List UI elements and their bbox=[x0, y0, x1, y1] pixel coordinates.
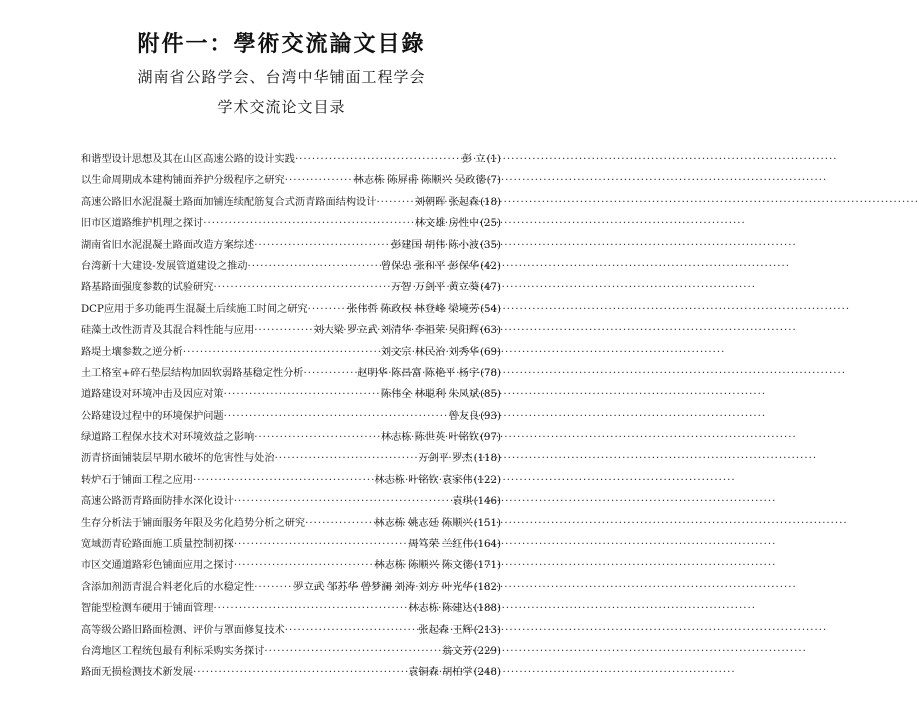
toc-entry bbox=[81, 534, 501, 555]
toc-entry bbox=[81, 170, 501, 191]
toc-entry-title: 路堤土壤参数之逆分析 bbox=[81, 346, 183, 358]
toc-entry-page: (47) bbox=[480, 282, 501, 294]
toc-entry-page: (25) bbox=[480, 218, 501, 230]
toc-leader-dots bbox=[254, 235, 389, 256]
toc-entry-page: (182) bbox=[473, 581, 501, 593]
toc-entry-authors: 陈伟全 林聪利 朱凤斌 bbox=[380, 389, 480, 401]
toc-entry-page: (164) bbox=[473, 539, 501, 551]
toc-entry-page: (7) bbox=[486, 175, 501, 187]
document-title: 附件一：學術交流論文目錄 bbox=[137, 31, 426, 57]
toc-leader-dots bbox=[224, 406, 447, 427]
toc-entry-authors: 林志栋 姚志廷 陈顺兴 bbox=[374, 517, 473, 529]
toc-leader-dots bbox=[275, 448, 417, 469]
toc-entry-page: (188) bbox=[473, 603, 501, 615]
toc-entry-page: (42) bbox=[480, 260, 501, 272]
toc-entry-title: 硅藻土改性沥青及其混合料性能与应用 bbox=[81, 325, 255, 337]
toc-entry-page: (97) bbox=[480, 432, 501, 444]
toc-leader-dots bbox=[254, 320, 311, 341]
toc-entry-authors: 罗立武 邹苏华 曾梦澜 刘涛 刘方 叶光华 bbox=[293, 581, 473, 593]
toc-entry-page: (229) bbox=[473, 645, 501, 657]
toc-entry-authors: 曾友良 bbox=[448, 410, 480, 422]
toc-entry bbox=[81, 320, 501, 341]
toc-entry-page: (63) bbox=[480, 325, 501, 337]
toc-leader-dots bbox=[285, 170, 352, 191]
toc-entry-authors: 万剑平 罗杰 bbox=[418, 453, 473, 465]
toc-leader-dots bbox=[213, 277, 389, 298]
toc-entry-authors: 曾保忠 张和平 彭保华 bbox=[380, 260, 480, 272]
toc-entry bbox=[81, 256, 501, 277]
toc-entry-page: (35) bbox=[480, 239, 501, 251]
toc-leader-dots bbox=[308, 299, 346, 320]
toc-entry-authors: 林志栋 陈顺兴 陈文德 bbox=[374, 560, 473, 572]
toc-entry-title: 以生命周期成本建构铺面养护分级程序之研究 bbox=[81, 175, 285, 187]
toc-entry-authors: 林志栋 陈屏甫 陈顺兴 吴政德 bbox=[353, 175, 486, 187]
toc-entry bbox=[81, 363, 501, 384]
toc-entry-title: 智能型检测车硬用于铺面管理 bbox=[81, 603, 214, 615]
toc-entry-title: 生存分析法于铺面服务年限及劣化趋势分析之研究 bbox=[81, 517, 306, 529]
toc-entry bbox=[81, 513, 501, 534]
toc-entry bbox=[81, 577, 501, 598]
toc-leader-dots bbox=[183, 342, 379, 363]
toc-entry bbox=[81, 641, 501, 662]
toc-entry-title: 绿道路工程保水技术对环境效益之影响 bbox=[81, 432, 255, 444]
toc-entry-authors: 袁铜森 胡柏学 bbox=[408, 667, 473, 679]
toc-entry bbox=[81, 235, 501, 256]
toc-leader-dots bbox=[285, 620, 417, 641]
toc-leader-dots bbox=[295, 149, 460, 170]
toc-entry-page: (118) bbox=[473, 453, 501, 465]
toc-entry-title: 含添加剂沥青混合料老化后的水稳定性 bbox=[81, 581, 255, 593]
toc-entry-page: (171) bbox=[473, 560, 501, 572]
toc-entry-title: DCP应用于多功能再生混凝土后续施工时间之研究 bbox=[81, 303, 308, 315]
toc-leader-dots bbox=[247, 256, 378, 277]
toc-entry-authors: 刘大梁 罗立武 刘清华 李祖荣 吴阳辉 bbox=[313, 325, 480, 337]
toc-entry-title: 土工格室+碎石垫层结构加固软弱路基稳定性分析 bbox=[81, 367, 304, 379]
toc-leader-dots bbox=[264, 641, 440, 662]
toc-leader-dots bbox=[234, 534, 406, 555]
toc-entry-page: (54) bbox=[480, 303, 501, 315]
toc-entry-page: (1) bbox=[486, 154, 501, 165]
toc-leader-dots bbox=[254, 427, 379, 448]
toc-entry-page: (85) bbox=[480, 389, 501, 401]
toc-entry bbox=[81, 620, 501, 641]
toc-entry bbox=[81, 149, 501, 170]
toc-leader-dots bbox=[213, 598, 406, 619]
toc-leader-dots bbox=[254, 577, 291, 598]
toc-entry-authors: 袁琪 bbox=[452, 496, 473, 508]
toc-entry-authors: 翁文芳 bbox=[442, 645, 473, 657]
toc-entry-title: 沥青挤面铺装层早期水破坏的危害性与处治 bbox=[81, 453, 275, 465]
toc-entry-authors: 林志栋 陈世英 叶铭钦 bbox=[380, 432, 480, 444]
toc-entry-title: 台湾新十大建设-发展管道建设之推动 bbox=[81, 260, 248, 272]
toc-entry-authors: 万智 万剑平 黄立葵 bbox=[391, 282, 480, 294]
toc-entry-page: (213) bbox=[473, 624, 501, 636]
toc-entry-authors: 林志栋 陈建达 bbox=[408, 603, 473, 615]
toc-entry bbox=[81, 555, 501, 576]
toc-entry bbox=[81, 342, 501, 363]
toc-entry-title: 台湾地区工程统包最有利标采购实务探讨 bbox=[81, 645, 265, 657]
toc-entry-authors: 周笃荣 兰红伟 bbox=[408, 539, 473, 551]
toc-entry-title: 湖南省旧水泥混凝土路面改造方案综述 bbox=[81, 239, 255, 251]
toc-entry-page: (93) bbox=[480, 410, 501, 422]
toc-leader-dots bbox=[203, 213, 412, 234]
toc-entry bbox=[81, 448, 501, 469]
toc-entry-title: 高速公路旧水泥混凝土路面加铺连续配筋复合式沥青路面结构设计 bbox=[81, 196, 377, 208]
toc-entry bbox=[81, 213, 501, 234]
toc-leader-dots bbox=[193, 470, 372, 491]
toc-entry-title: 转炉石于铺面工程之应用 bbox=[81, 474, 194, 486]
toc-leader-dots bbox=[234, 555, 373, 576]
toc-entry-title: 高等级公路旧路面检测、评价与罩面修复技术 bbox=[81, 624, 285, 636]
subtitle-catalog: 学术交流论文目录 bbox=[217, 98, 346, 116]
toc-leader-dots bbox=[305, 513, 372, 534]
toc-entry-authors: 刘文宗 林民治 刘秀华 bbox=[380, 346, 480, 358]
toc-entry-page: (78) bbox=[480, 367, 501, 379]
toc-leader-dots bbox=[193, 662, 406, 683]
toc-entry-page: (18) bbox=[480, 196, 501, 208]
toc-entry bbox=[81, 406, 501, 427]
toc-leader-dots bbox=[376, 192, 412, 213]
toc-entry-authors: 彭 立 bbox=[461, 154, 486, 165]
toc-leader-dots bbox=[303, 363, 355, 384]
toc-entry-authors: 张起森 王辉 bbox=[418, 624, 473, 636]
toc-entry-title: 旧市区道路维护机理之探讨 bbox=[81, 218, 204, 230]
table-of-contents bbox=[81, 149, 501, 684]
toc-entry bbox=[81, 299, 501, 320]
toc-entry bbox=[81, 470, 501, 491]
toc-entry-title: 市区交通道路彩色铺面应用之探讨 bbox=[81, 560, 234, 572]
toc-entry-page: (122) bbox=[473, 474, 501, 486]
toc-entry bbox=[81, 491, 501, 512]
toc-entry-title: 公路建设过程中的环境保护问题 bbox=[81, 410, 224, 422]
toc-entry-authors: 刘朝晖 张起森 bbox=[414, 196, 480, 208]
toc-entry-authors: 彭建国 胡伟 陈小波 bbox=[391, 239, 480, 251]
toc-entry bbox=[81, 662, 501, 683]
toc-entry-page: (151) bbox=[473, 517, 501, 529]
toc-entry-authors: 赵明华 陈昌富 陈艳平 杨宇 bbox=[357, 367, 480, 379]
toc-entry bbox=[81, 427, 501, 448]
toc-entry-authors: 张伟哲 陈政权 林登峰 梁境芳 bbox=[347, 303, 480, 315]
toc-entry bbox=[81, 598, 501, 619]
toc-entry-title: 路面无损检测技术新发展 bbox=[81, 667, 194, 679]
toc-entry-authors: 林文雄 房性中 bbox=[414, 218, 480, 230]
toc-entry-authors: 林志栋 叶铭钦 袁家伟 bbox=[374, 474, 473, 486]
toc-entry-title: 宽域沥青砼路面施工质量控制初探 bbox=[81, 539, 234, 551]
toc-entry-title: 道路建设对环境冲击及因应对策 bbox=[81, 389, 224, 401]
toc-leader-dots bbox=[234, 491, 450, 512]
toc-entry-page: (146) bbox=[473, 496, 501, 508]
toc-entry bbox=[81, 277, 501, 298]
toc-entry bbox=[81, 192, 501, 213]
toc-entry-page: (248) bbox=[473, 667, 501, 679]
toc-leader-dots bbox=[224, 384, 379, 405]
subtitle-organizations: 湖南省公路学会、台湾中华铺面工程学会 bbox=[137, 68, 426, 86]
toc-entry-title: 和谐型设计思想及其在山区高速公路的设计实践 bbox=[81, 154, 295, 165]
toc-entry-title: 路基路面强度参数的试验研究 bbox=[81, 282, 214, 294]
toc-entry-page: (69) bbox=[480, 346, 501, 358]
toc-entry bbox=[81, 384, 501, 405]
toc-entry-title: 高速公路沥青路面防排水深化设计 bbox=[81, 496, 234, 508]
